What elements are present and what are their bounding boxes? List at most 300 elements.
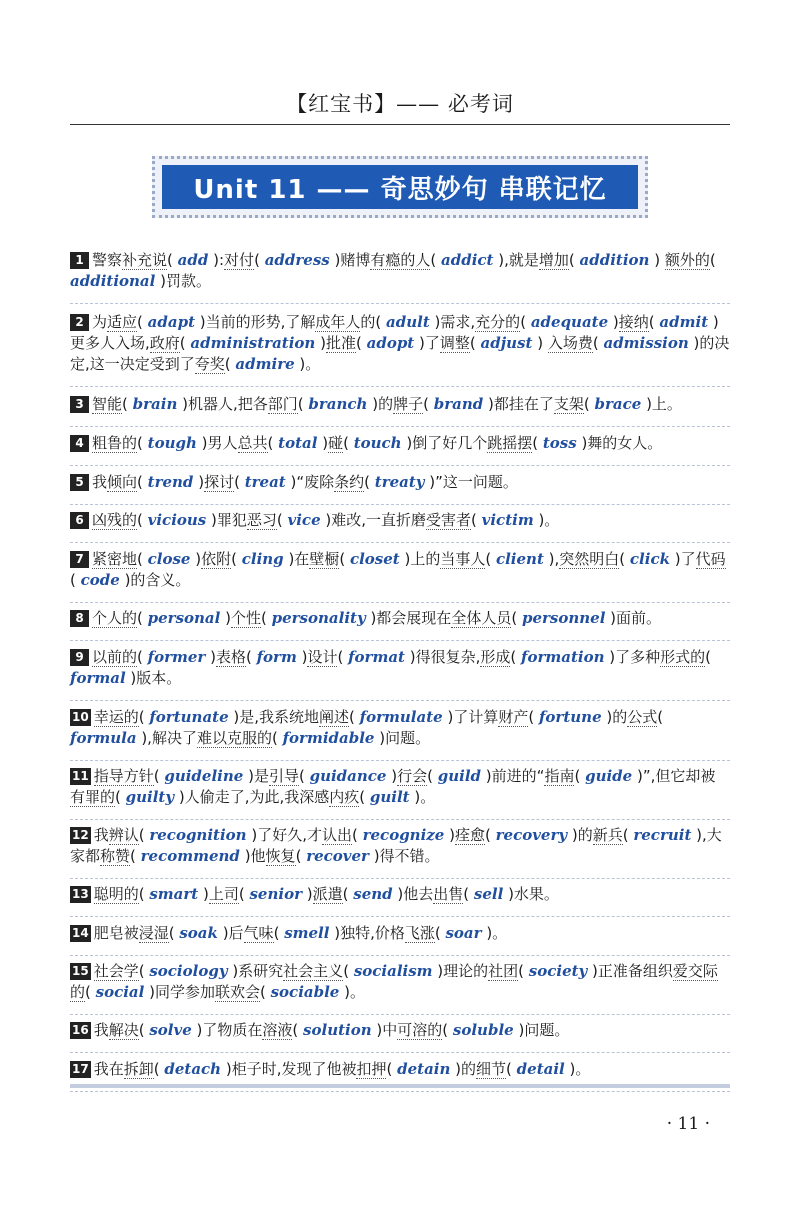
gloss: 有瘾的人 xyxy=(370,251,431,269)
text-run: ) xyxy=(296,648,308,666)
gloss: 依附 xyxy=(201,550,232,568)
text-run: 我 xyxy=(93,1021,109,1039)
keyword: format xyxy=(348,648,405,666)
text-run: ( xyxy=(130,847,141,865)
text-run: )的 xyxy=(450,1060,477,1078)
text-run: ( xyxy=(224,355,236,373)
sentence-item xyxy=(70,880,730,911)
keyword: solution xyxy=(303,1021,372,1039)
keyword: soak xyxy=(179,924,218,942)
keyword: formula xyxy=(70,729,137,747)
text-run: )。 xyxy=(533,511,560,529)
item-number: 10 xyxy=(72,710,89,724)
text-run: ) xyxy=(190,550,202,568)
keyword: treat xyxy=(244,473,286,491)
text-run: )理论的 xyxy=(432,962,489,980)
unit-title: Unit 11 —— 奇思妙句 串联记忆 xyxy=(162,165,638,209)
text-run: ( xyxy=(295,847,307,865)
sentence-item xyxy=(70,919,730,950)
item-number: 12 xyxy=(72,828,89,842)
keyword: click xyxy=(629,550,670,568)
text-run: ( xyxy=(137,473,148,491)
text-run: )。 xyxy=(339,983,365,1001)
item-text xyxy=(70,648,711,687)
item-number: 6 xyxy=(70,512,89,529)
gloss: 探讨 xyxy=(204,473,235,491)
text-run: )得不错。 xyxy=(368,847,440,865)
text-run: ( xyxy=(364,473,375,491)
gloss: 难以克服的 xyxy=(196,729,272,747)
keyword: former xyxy=(147,648,206,666)
gloss: 壁橱 xyxy=(309,550,340,568)
text-run: )得很复杂, xyxy=(404,648,481,666)
text-run: ( xyxy=(245,648,257,666)
keyword: adjust xyxy=(480,334,533,352)
gloss: 爱交际的 xyxy=(70,962,718,1001)
gloss: 阐述 xyxy=(319,708,350,726)
text-run: ( xyxy=(471,511,482,529)
text-run: ( xyxy=(153,1060,165,1078)
gloss: 内疚 xyxy=(329,788,360,806)
keyword: admire xyxy=(235,355,295,373)
gloss: 浸湿 xyxy=(138,924,169,942)
keyword: fortune xyxy=(538,708,602,726)
keyword: socialism xyxy=(353,962,433,980)
item-text xyxy=(70,826,722,866)
text-run: )柜子时,发现了他被 xyxy=(221,1060,357,1078)
text-run: ( xyxy=(520,313,531,331)
item-number: 5 xyxy=(70,474,89,491)
gloss: 全体人员 xyxy=(451,609,512,627)
item-text xyxy=(94,1060,591,1079)
text-run: ( xyxy=(343,962,354,980)
gloss: 财产 xyxy=(498,708,529,726)
text-run: ( xyxy=(343,434,354,452)
text-run: ( xyxy=(167,251,178,269)
item-number: 4 xyxy=(70,435,89,452)
keyword: social xyxy=(95,983,145,1001)
keyword: guilty xyxy=(125,788,175,806)
gloss: 入场费 xyxy=(547,334,593,352)
gloss: 指南 xyxy=(544,767,575,785)
gloss: 社团 xyxy=(488,962,519,980)
text-run: ( xyxy=(427,767,438,785)
item-text xyxy=(94,1021,570,1040)
sentence-item xyxy=(70,604,730,635)
item-number: 15 xyxy=(72,964,89,978)
item-text xyxy=(94,924,507,943)
text-run: ( xyxy=(138,708,150,726)
text-run: ( xyxy=(137,313,148,331)
gloss: 接纳 xyxy=(618,313,649,331)
text-run: )罚款。 xyxy=(155,272,211,290)
text-run: )。 xyxy=(409,788,436,806)
sentence-item xyxy=(70,468,730,499)
text-run: 警察 xyxy=(92,251,123,269)
gloss: 粗鲁的 xyxy=(92,434,138,452)
keyword: recommend xyxy=(140,847,240,865)
keyword: addict xyxy=(441,251,494,269)
header-rule xyxy=(70,124,730,125)
keyword: fortunate xyxy=(149,708,229,726)
keyword: brain xyxy=(132,395,178,413)
gloss: 补充说 xyxy=(122,251,168,269)
text-run: ( xyxy=(506,1060,517,1078)
keyword: guideline xyxy=(164,767,244,785)
text-run: )是,我系统地 xyxy=(228,708,320,726)
gloss: 扣押 xyxy=(356,1060,387,1078)
item-text xyxy=(70,550,726,589)
gloss: 指导方针 xyxy=(93,767,154,785)
text-run: 我在 xyxy=(93,1060,124,1078)
text-run: ( xyxy=(592,334,604,352)
keyword: guidance xyxy=(309,767,387,785)
keyword: recruit xyxy=(633,826,692,844)
text-run: )上的 xyxy=(399,550,441,568)
text-run: )舞的女人。 xyxy=(576,434,663,452)
keyword: vicious xyxy=(147,511,207,529)
text-run: )男人 xyxy=(196,434,238,452)
keyword: brand xyxy=(433,395,484,413)
keyword: recognize xyxy=(362,826,445,844)
text-run: )罪犯 xyxy=(206,511,247,529)
gloss: 溶液 xyxy=(262,1021,293,1039)
keyword: close xyxy=(147,550,191,568)
gloss: 可溶的 xyxy=(397,1021,443,1039)
keyword: brace xyxy=(594,395,642,413)
gloss: 碰 xyxy=(328,434,344,452)
text-run: )人偷走了,为此,我深感 xyxy=(174,788,330,806)
text-run: ( xyxy=(276,511,288,529)
gloss: 公式 xyxy=(627,708,658,726)
gloss: 恢复 xyxy=(265,847,296,865)
item-text xyxy=(70,708,663,748)
gloss: 上司 xyxy=(208,885,239,903)
gloss: 调整 xyxy=(439,334,470,352)
text-run: ( xyxy=(434,924,446,942)
keyword: sociology xyxy=(149,962,228,980)
text-run: ( xyxy=(138,962,150,980)
text-run: ( xyxy=(622,826,634,844)
sentence-item xyxy=(70,429,730,460)
keyword: smart xyxy=(149,885,199,903)
keyword: formation xyxy=(521,648,605,666)
keyword: toss xyxy=(542,434,577,452)
gloss: 派遣 xyxy=(312,885,343,903)
gloss: 细节 xyxy=(476,1060,507,1078)
keyword: victim xyxy=(481,511,534,529)
gloss: 对付 xyxy=(224,251,255,269)
text-run: )。 xyxy=(481,924,508,942)
gloss: 飞涨 xyxy=(404,924,435,942)
keyword: soar xyxy=(445,924,482,942)
text-run: ( xyxy=(238,885,250,903)
item-text xyxy=(70,313,729,374)
item-text xyxy=(70,767,715,807)
keyword: detain xyxy=(397,1060,451,1078)
text-run: ) xyxy=(220,609,231,627)
item-text xyxy=(70,962,718,1002)
text-run: )机器人,把各 xyxy=(177,395,268,413)
text-run: )系研究 xyxy=(227,962,284,980)
text-run: )的 xyxy=(367,395,394,413)
gloss: 跳摇摆 xyxy=(487,434,533,452)
text-run: ( xyxy=(85,983,96,1001)
item-number: 17 xyxy=(72,1062,89,1076)
keyword: touch xyxy=(353,434,402,452)
text-run: ( xyxy=(430,251,441,269)
text-run: ( xyxy=(137,434,148,452)
text-run: ( xyxy=(254,251,265,269)
text-run: ( xyxy=(351,826,363,844)
text-run: )当前的形势,了解 xyxy=(195,313,316,331)
text-run: ( xyxy=(231,550,242,568)
text-run: ( xyxy=(261,609,272,627)
keyword: treaty xyxy=(374,473,425,491)
gloss: 突然明白 xyxy=(559,550,620,568)
text-run: ) xyxy=(608,313,619,331)
text-run: ( xyxy=(153,767,165,785)
item-text xyxy=(70,251,716,290)
text-run: ( xyxy=(342,885,354,903)
text-run: 肥皂被 xyxy=(93,924,139,942)
text-run: )倒了好几个 xyxy=(401,434,488,452)
text-run: ( xyxy=(122,395,133,413)
gloss: 牌子 xyxy=(393,395,424,413)
gloss: 认出 xyxy=(321,826,352,844)
item-text xyxy=(92,609,661,628)
keyword: trend xyxy=(147,473,194,491)
item-number: 13 xyxy=(72,887,89,901)
keyword: additional xyxy=(70,272,156,290)
gloss: 倾向 xyxy=(107,473,138,491)
text-run: ) xyxy=(317,434,329,452)
gloss: 当事人 xyxy=(440,550,486,568)
text-run: ( xyxy=(234,473,245,491)
gloss: 行会 xyxy=(397,767,428,785)
text-run: ( xyxy=(259,983,271,1001)
text-run: ( xyxy=(657,708,664,726)
text-run: ),大家都 xyxy=(70,826,722,865)
keyword: send xyxy=(353,885,393,903)
text-run: ( xyxy=(359,788,370,806)
text-run: ( xyxy=(709,251,716,269)
sentence-item xyxy=(70,506,730,537)
text-run: 的( xyxy=(360,313,387,331)
keyword: soluble xyxy=(452,1021,514,1039)
gloss: 拆卸 xyxy=(123,1060,154,1078)
text-run: ( xyxy=(298,767,310,785)
footer-rule xyxy=(70,1084,730,1088)
text-run: ) xyxy=(315,334,326,352)
gloss: 受害者 xyxy=(426,511,472,529)
item-text xyxy=(92,434,662,453)
keyword: adult xyxy=(386,313,430,331)
sentence-item xyxy=(70,643,730,695)
keyword: detail xyxy=(516,1060,565,1078)
item-number: 8 xyxy=(70,610,89,627)
item-number: 11 xyxy=(72,769,89,783)
text-run: ( xyxy=(648,313,660,331)
keyword: tough xyxy=(147,434,197,452)
item-number: 9 xyxy=(70,649,89,666)
text-run: 我 xyxy=(92,473,108,491)
text-run: ( xyxy=(70,571,81,589)
gloss: 痊愈 xyxy=(454,826,485,844)
keyword: administration xyxy=(190,334,316,352)
text-run: ( xyxy=(349,708,360,726)
keyword: guide xyxy=(585,767,633,785)
text-run: )”这一问题。 xyxy=(424,473,518,491)
text-run: )难改,一直折磨 xyxy=(320,511,426,529)
sentence-item xyxy=(70,957,730,1009)
gloss: 形成 xyxy=(480,648,511,666)
item-number: 3 xyxy=(70,396,89,413)
text-run: ( xyxy=(469,334,481,352)
text-run: )需求, xyxy=(429,313,476,331)
text-run: )了物质在 xyxy=(191,1021,263,1039)
text-run: )的含义。 xyxy=(119,571,191,589)
text-run: )他去 xyxy=(392,885,434,903)
text-run: )后 xyxy=(217,924,244,942)
text-run: ) xyxy=(198,885,209,903)
keyword: society xyxy=(528,962,588,980)
item-text xyxy=(94,885,559,904)
text-run: ( xyxy=(568,251,580,269)
text-run: ) xyxy=(532,334,548,352)
text-run: ( xyxy=(619,550,630,568)
text-run: ( xyxy=(138,826,150,844)
text-run: )“废除 xyxy=(285,473,335,491)
text-run: )”,但它却被 xyxy=(632,767,716,785)
keyword: client xyxy=(495,550,544,568)
text-run: ( xyxy=(423,395,434,413)
keyword: adequate xyxy=(530,313,609,331)
text-run: 为 xyxy=(92,313,108,331)
text-run: ( xyxy=(485,550,496,568)
keyword: form xyxy=(256,648,297,666)
text-run: ( xyxy=(267,434,279,452)
text-run: ( xyxy=(518,962,529,980)
keyword: address xyxy=(264,251,330,269)
sentence-item xyxy=(70,390,730,421)
gloss: 夸奖 xyxy=(194,355,225,373)
keyword: recovery xyxy=(495,826,568,844)
text-run: ) xyxy=(301,885,313,903)
text-run: )的 xyxy=(601,708,628,726)
text-run: )赌博 xyxy=(329,251,371,269)
keyword: total xyxy=(278,434,318,452)
text-run: ( xyxy=(138,1021,150,1039)
gloss: 联欢会 xyxy=(214,983,260,1001)
text-run: ( xyxy=(511,609,522,627)
gloss: 聪明的 xyxy=(93,885,139,903)
text-run: ( xyxy=(292,1021,304,1039)
text-run: ( xyxy=(137,648,148,666)
text-run: )了 xyxy=(414,334,440,352)
item-number: 14 xyxy=(72,926,89,940)
text-run: )了 xyxy=(669,550,696,568)
gloss: 条约 xyxy=(334,473,365,491)
item-text xyxy=(92,473,518,492)
text-run: ( xyxy=(337,648,349,666)
text-run: ( xyxy=(463,885,474,903)
text-run: ): xyxy=(208,251,225,269)
keyword: sociable xyxy=(270,983,340,1001)
text-run: ( xyxy=(168,924,180,942)
keyword: senior xyxy=(249,885,302,903)
text-run: ( xyxy=(574,767,586,785)
gloss: 以前的 xyxy=(92,648,138,666)
gloss: 总共 xyxy=(237,434,268,452)
sentence-item xyxy=(70,821,730,873)
gloss: 辨认 xyxy=(108,826,139,844)
gloss: 新兵 xyxy=(592,826,623,844)
text-run: ) xyxy=(444,826,455,844)
gloss: 凶残的 xyxy=(92,511,138,529)
text-run: )问题。 xyxy=(374,729,431,747)
text-run: ( xyxy=(485,826,496,844)
keyword: detach xyxy=(164,1060,222,1078)
text-run: ) xyxy=(205,648,216,666)
keyword: guild xyxy=(437,767,482,785)
sentence-item xyxy=(70,703,730,755)
text-run: ( xyxy=(137,609,148,627)
gloss: 出售 xyxy=(433,885,464,903)
text-run: ( xyxy=(115,788,126,806)
gloss: 社会学 xyxy=(93,962,139,980)
keyword: smell xyxy=(284,924,330,942)
keyword: formidable xyxy=(282,729,375,747)
keyword: addition xyxy=(579,251,650,269)
gloss: 解决 xyxy=(108,1021,139,1039)
text-run: )版本。 xyxy=(125,669,182,687)
text-run: ( xyxy=(297,395,309,413)
keyword: personal xyxy=(147,609,221,627)
text-run: ( xyxy=(705,648,712,666)
gloss: 个人的 xyxy=(92,609,138,627)
text-run: 我 xyxy=(93,826,109,844)
text-run: )了多种 xyxy=(604,648,661,666)
keyword: guilt xyxy=(369,788,410,806)
keyword: solve xyxy=(149,1021,192,1039)
text-run: )上。 xyxy=(641,395,682,413)
item-text xyxy=(92,395,682,414)
gloss: 充分的 xyxy=(475,313,521,331)
gloss: 设计 xyxy=(307,648,338,666)
text-run: ) xyxy=(386,767,398,785)
text-run: )。 xyxy=(564,1060,591,1078)
text-run: ( xyxy=(339,550,350,568)
text-run: )是 xyxy=(243,767,269,785)
text-run: )前进的“ xyxy=(481,767,545,785)
gloss: 紧密地 xyxy=(92,550,138,568)
text-run: )面前。 xyxy=(605,609,662,627)
gloss: 幸运的 xyxy=(93,708,139,726)
text-run: ),解决了 xyxy=(136,729,197,747)
text-run: )的 xyxy=(567,826,593,844)
sentence-item xyxy=(70,1055,730,1086)
gloss: 适应 xyxy=(107,313,138,331)
gloss: 智能 xyxy=(92,395,123,413)
text-run: )了计算 xyxy=(442,708,499,726)
item-number: 2 xyxy=(70,314,89,331)
text-run: ( xyxy=(532,434,543,452)
keyword: personnel xyxy=(521,609,606,627)
item-number: 1 xyxy=(70,252,89,269)
text-run: ( xyxy=(583,395,595,413)
text-run: ( xyxy=(271,729,283,747)
